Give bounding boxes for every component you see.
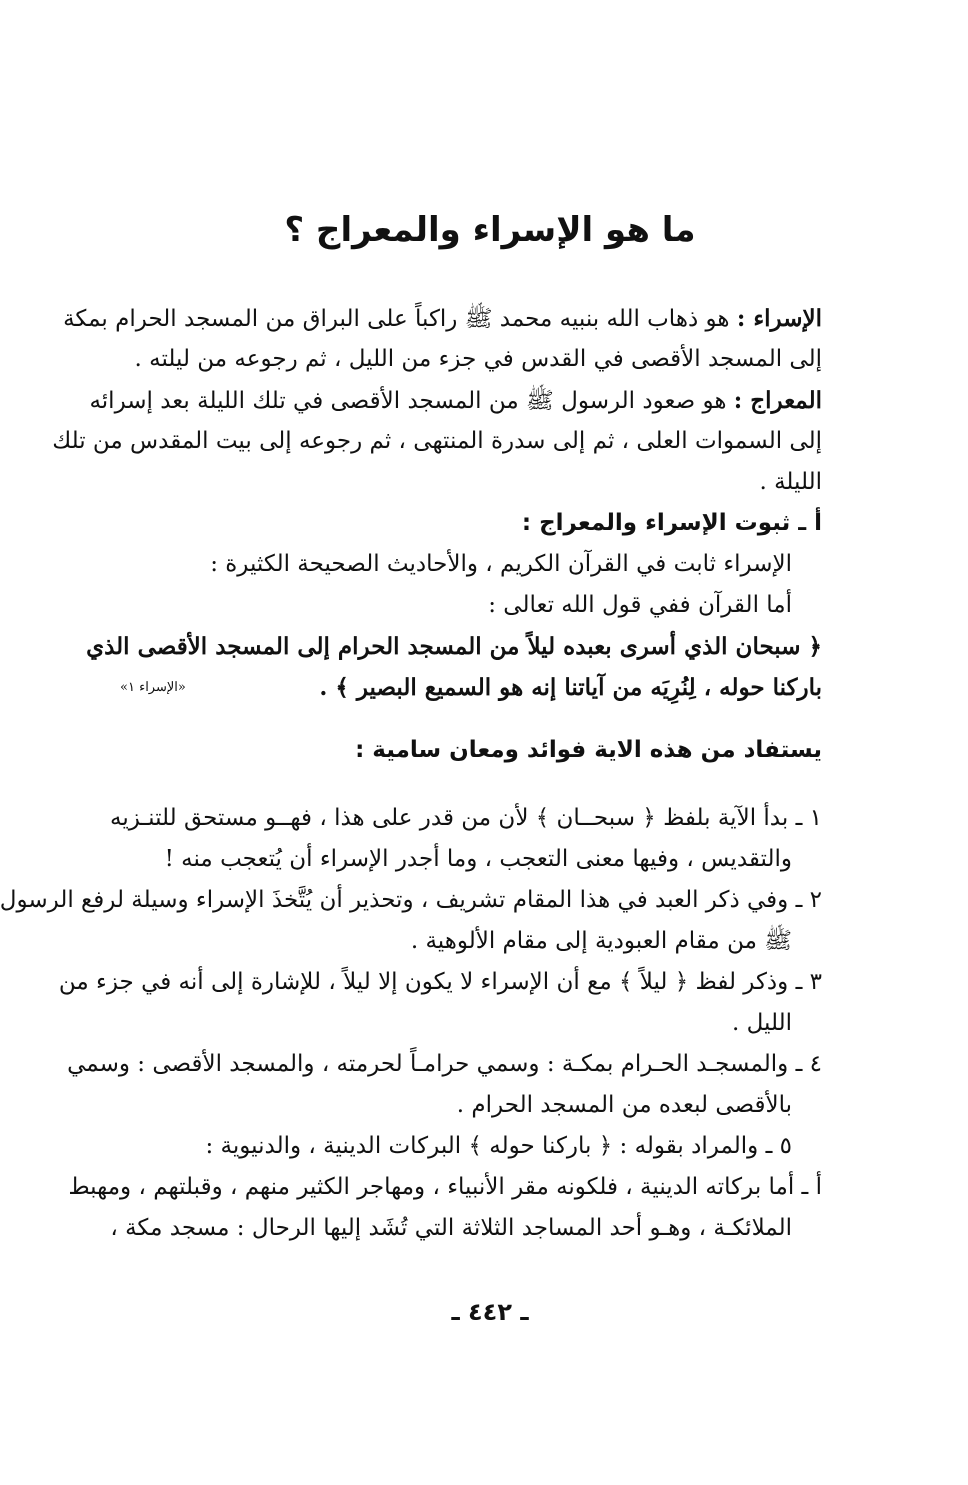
benefits-heading: يستفاد من هذه الاية فوائد ومعان سامية : (355, 737, 822, 763)
point-3-line-1: ٣ ـ وذكر لفظ ﴿ ليلاً ﴾ مع أن الإسراء لا يكون إلا ليلاً ، للإشارة إلى أنه في جزء من (58, 969, 822, 995)
point-2-line-2: ﷺ من مقام العبودية إلى مقام الألوهية . (410, 928, 792, 954)
section-a-line-2: أما القرآن ففي قول الله تعالى : (488, 592, 792, 618)
verse-reference: «الإسراء ١» (120, 680, 186, 695)
miraj-line-1 (89, 380, 822, 421)
page-title: ما هو الإسراء والمعراج ؟ (284, 210, 696, 250)
isra-term: الإسراء : (736, 305, 822, 332)
miraj-line-3: الليلة . (759, 469, 822, 495)
miraj-term: المعراج : (733, 387, 822, 414)
isra-text-1: هو ذهاب الله بنبيه محمد ﷺ راكباً على البراق من المسجد الحرام بمكة (63, 306, 730, 332)
miraj-line-2: إلى السموات العلى ، ثم إلى سدرة المنتهى ، ثم رجوعه إلى بيت المقدس من تلك (52, 428, 822, 454)
verse-line-2: باركنا حوله ، لِنُرِيَه من آياتنا إنه هو السميع البصير ﴾ . (319, 674, 822, 701)
point-a-line-1: أ ـ أما بركاته الدينية ، فلكونه مقر الأنبياء ، ومهاجر الكثير منهم ، وقبلتهم ، ومهبط (68, 1174, 822, 1200)
point-3-line-2: الليل . (732, 1010, 792, 1036)
page-number: ـ ٤٤٢ ـ (451, 1298, 529, 1326)
point-5-line-1: ٥ ـ والمراد بقوله : ﴿ باركنا حوله ﴾ البركات الدينية ، والدنيوية : (205, 1133, 792, 1159)
point-a-line-2: الملائكـة ، وهـو أحد المساجد الثلاثة التي تُشَد إليها الرحال : مسجد مكة ، (110, 1215, 792, 1241)
section-a-line-1: الإسراء ثابت في القرآن الكريم ، والأحاديث الصحيحة الكثيرة : (210, 551, 792, 577)
point-4-line-1: ٤ ـ والمسجـد الحـرام بمكـة : وسمي حرامـاً لحرمته ، والمسجد الأقصى : وسمي (67, 1051, 822, 1077)
verse-line-1: ﴿ سبحان الذي أسرى بعبده ليلاً من المسجد الحرام إلى المسجد الأقصى الذي (86, 633, 822, 660)
isra-line-2: إلى المسجد الأقصى في القدس في جزء من الليل ، ثم رجوعه من ليلته . (134, 346, 822, 372)
point-2-line-1: ٢ ـ وفي ذكر العبد في هذا المقام تشريف ، وتحذير أن يُتَّخذَ الإسراء وسيلة لرفع الرسول (0, 887, 822, 913)
miraj-text-1: هو صعود الرسول ﷺ من المسجد الأقصى في تلك الليلة بعد إسرائه (89, 388, 727, 414)
section-a-heading: أ ـ ثبوت الإسراء والمعراج : (521, 510, 822, 536)
point-1-line-1: ١ ـ بدأ الآية بلفظ ﴿ سبحــان ﴾ لأن من قدر على هذا ، فهــو مستحق للتنـزيه (109, 805, 822, 831)
isra-line-1 (63, 298, 822, 339)
point-4-line-2: بالأقصى لبعده من المسجد الحرام . (456, 1092, 792, 1118)
point-1-line-2: والتقديس ، وفيها معنى التعجب ، وما أجدر الإسراء أن يُتعجب منه ! (164, 846, 792, 872)
